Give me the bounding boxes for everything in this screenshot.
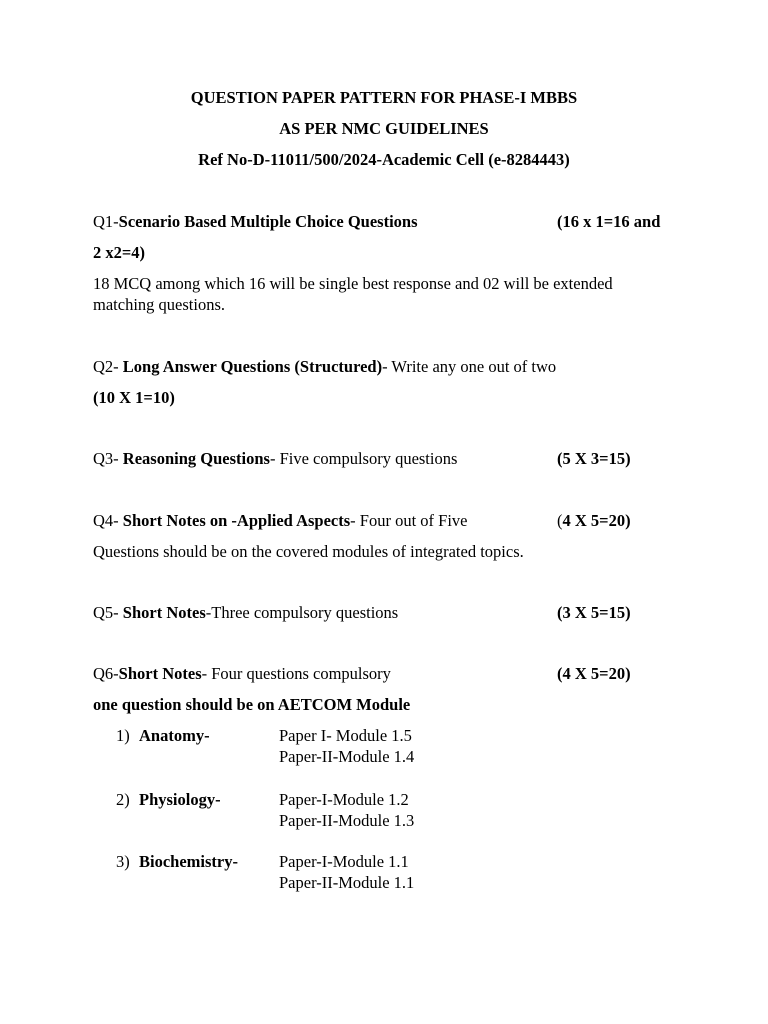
list-item-number: 3) [116, 852, 130, 871]
module-subject-physiology: Physiology- [139, 790, 221, 809]
q1-marks-continued: 2 x2=4) [93, 243, 146, 262]
module-paper-1: Paper-I-Module 1.2 [279, 790, 409, 809]
q2-title: Long Answer Questions (Structured) [122, 357, 383, 376]
page-subtitle: AS PER NMC GUIDELINES [279, 119, 489, 138]
list-item-number: 2) [116, 790, 130, 809]
module-paper-2: Paper-II-Module 1.4 [279, 747, 415, 766]
q4-description: Questions should be on the covered modules of integrated topics. [93, 542, 524, 561]
q1-description: 18 MCQ among which 16 will be single best response and 02 will be extended [93, 274, 613, 293]
module-paper-1: Paper-I-Module 1.1 [279, 852, 409, 871]
q5-instruction: -Three compulsory questions [205, 603, 399, 622]
list-item-number: 1) [116, 726, 130, 745]
q5-marks: (3 X 5=15) [557, 603, 631, 622]
q4-title: Short Notes on -Applied Aspects [122, 511, 351, 530]
q1-heading [93, 212, 418, 232]
q1-marks: (16 x 1=16 and [557, 212, 661, 231]
q4-prefix: Q4- [93, 511, 123, 530]
q6-title: Short Notes [118, 664, 202, 683]
q5-heading [93, 603, 398, 623]
module-paper-1: Paper I- Module 1.5 [279, 726, 412, 745]
q6-instruction: - Four questions compulsory [201, 664, 391, 683]
q4-heading [93, 511, 468, 531]
module-subject-biochemistry: Biochemistry- [139, 852, 238, 871]
q1-prefix: Q1- [93, 212, 119, 231]
q3-instruction: - Five compulsory questions [269, 449, 458, 468]
q6-heading [93, 664, 391, 684]
q2-heading [93, 357, 556, 377]
q4-marks-value: 4 X 5=20) [562, 511, 631, 530]
module-subject-anatomy: Anatomy- [139, 726, 210, 745]
q5-prefix: Q5- [93, 603, 123, 622]
q4-marks [557, 511, 631, 531]
q3-title: Reasoning Questions [122, 449, 270, 468]
q6-prefix: Q6- [93, 664, 119, 683]
q4-instruction: - Four out of Five [350, 511, 468, 530]
q2-instruction: - Write any one out of two [382, 357, 557, 376]
q2-prefix: Q2- [93, 357, 123, 376]
q2-marks: (10 X 1=10) [93, 388, 175, 407]
q3-heading [93, 449, 457, 469]
q6-marks: (4 X 5=20) [557, 664, 631, 683]
module-paper-2: Paper-II-Module 1.3 [279, 811, 415, 830]
q3-prefix: Q3- [93, 449, 123, 468]
module-paper-2: Paper-II-Module 1.1 [279, 873, 415, 892]
page-title: QUESTION PAPER PATTERN FOR PHASE-I MBBS [190, 88, 578, 107]
q3-marks: (5 X 3=15) [557, 449, 631, 468]
q6-aetcom-note: one question should be on AETCOM Module [93, 695, 411, 714]
q4-marks-open: ( [557, 511, 563, 530]
reference-number: Ref No-D-11011/500/2024-Academic Cell (e-8284443) [198, 150, 570, 169]
q1-title: Scenario Based Multiple Choice Questions [118, 212, 418, 231]
q5-title: Short Notes [122, 603, 206, 622]
q1-description-continued: matching questions. [93, 295, 225, 314]
